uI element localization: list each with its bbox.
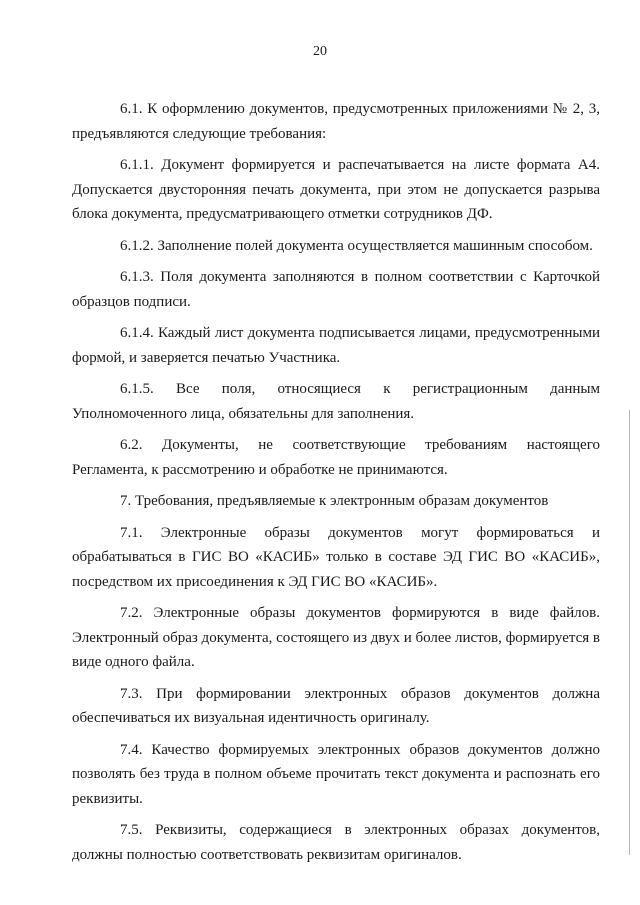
section-heading-7: 7. Требования, предъявляемые к электронным образам документов <box>120 493 549 509</box>
paragraph-7-4: 7.4. Качество формируемых электронных образов документов должно позволять без труда в полном объеме прочитать текст документа и распознать его реквизиты. <box>72 741 600 807</box>
paragraph-6-1-1: 6.1.1. Документ формируется и распечатывается на листе формата А4. Допускается двусторонняя печать документа, при этом не допускается разрыва блока документа, предусматривающего отметки сотрудников ДФ. <box>72 157 600 222</box>
paragraph-7-1: 7.1. Электронные образы документов могут формироваться и обрабатываться в ГИС ВО «КАСИБ» только в составе ЭД ГИС ВО «КАСИБ», посредством их присоединения к ЭД ГИС ВО «КАСИБ». <box>72 524 600 590</box>
paragraph-7-2: 7.2. Электронные образы документов формируются в виде файлов. Электронный образ документа, состоящего из двух и более листов, формируется в виде одного файла. <box>72 605 600 670</box>
paragraph-7-5: 7.5. Реквизиты, содержащиеся в электронных образах документов, должны полностью соответствовать реквизитам оригиналов. <box>72 822 600 863</box>
paragraph-6-1-5: 6.1.5. Все поля, относящиеся к регистрационным данным Уполномоченного лица, обязательны для заполнения. <box>72 381 600 422</box>
scan-edge-line <box>629 410 630 855</box>
paragraph-6-1-3: 6.1.3. Поля документа заполняются в полном соответствии с Карточкой образцов подписи. <box>72 269 600 310</box>
page-number: 20 <box>313 44 327 59</box>
paragraph-6-1-2: 6.1.2. Заполнение полей документа осуществляется машинным способом. <box>120 237 593 254</box>
paragraph-6-1: 6.1. К оформлению документов, предусмотренных приложениями № 2, 3, предъявляются следующие требования: <box>72 101 600 142</box>
document-body <box>72 97 600 874</box>
paragraph-6-2: 6.2. Документы, не соответствующие требованиям настоящего Регламента, к рассмотрению и обработке не принимаются. <box>72 437 600 478</box>
paragraph-7-3: 7.3. При формировании электронных образов документов должна обеспечиваться их визуальная идентичность оригиналу. <box>72 685 600 726</box>
paragraph-6-1-4: 6.1.4. Каждый лист документа подписывается лицами, предусмотренными формой, и заверяется печатью Участника. <box>72 325 600 366</box>
